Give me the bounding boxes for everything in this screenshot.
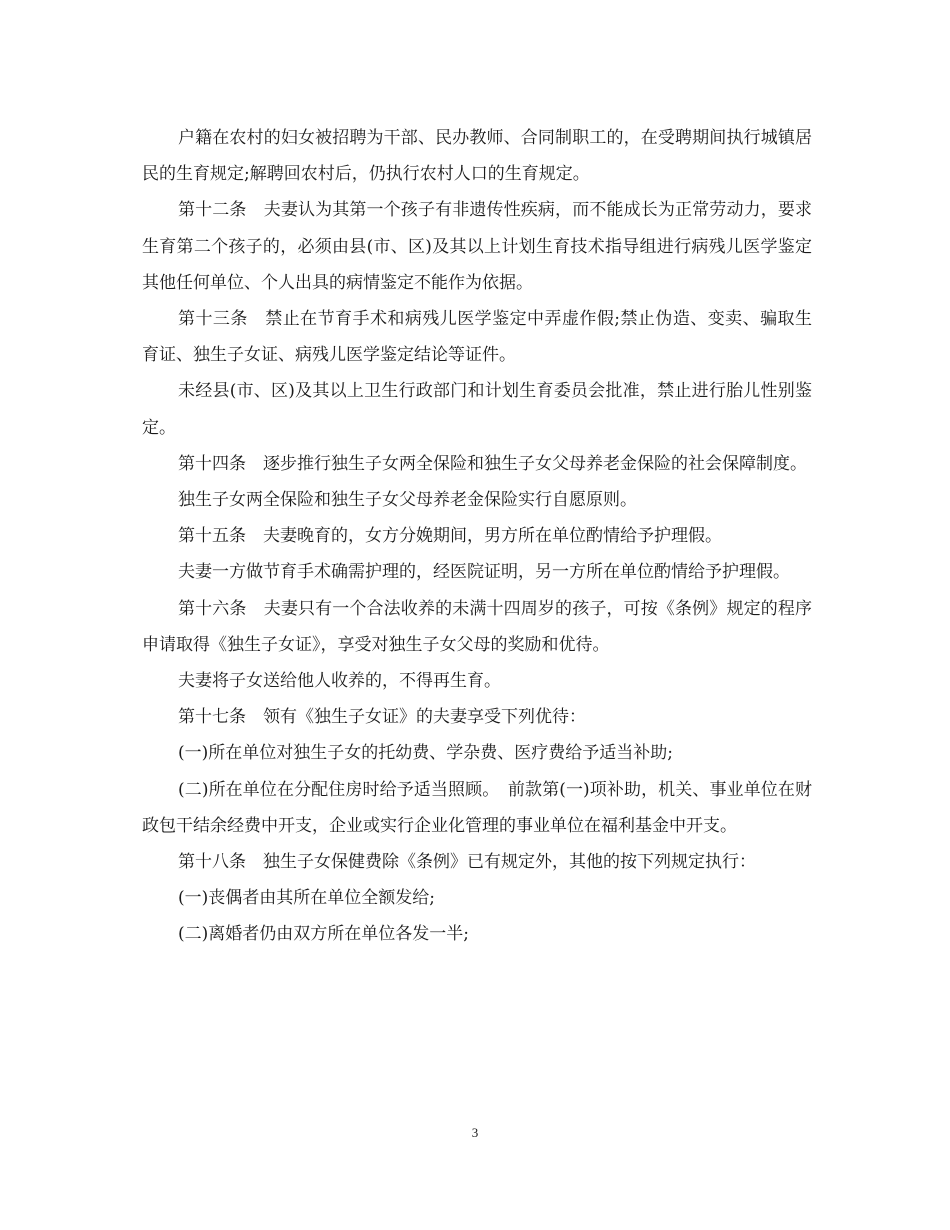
list-item: (一)所在单位对独生子女的托幼费、学杂费、医疗费给予适当补助; xyxy=(178,743,673,764)
paragraph-article-12: 第十二条 夫妻认为其第一个孩子有非遗传性疾病，而不能成长为正常劳动力，要求生育第二个孩子的，必须由县(市、区)及其以上计划生育技术指导组进行病残儿医学鉴定其他任何单位、个人出具的病情鉴定不能作为依据。 xyxy=(142,200,812,293)
paragraph: 夫妻将子女送给他人收养的，不得再生育。 xyxy=(178,671,501,692)
list-item: (二)离婚者仍由双方所在单位各发一半; xyxy=(178,924,469,945)
list-item: (二)所在单位在分配住房时给予适当照顾。 前款第(一)项补助，机关、事业单位在财政包干结余经费中开支，企业或实行企业化管理的事业单位在福利基金中开支。 xyxy=(142,779,812,836)
paragraph: 户籍在农村的妇女被招聘为干部、民办教师、合同制职工的，在受聘期间执行城镇居民的生育规定;解聘回农村后，仍执行农村人口的生育规定。 xyxy=(142,128,812,185)
paragraph-article-14: 第十四条 逐步推行独生子女两全保险和独生子女父母养老金保险的社会保障制度。 xyxy=(178,453,807,474)
paragraph-article-13: 第十三条 禁止在节育手术和病残儿医学鉴定中弄虚作假;禁止伪造、变卖、骗取生育证、独生子女证、病残儿医学鉴定结论等证件。 xyxy=(142,309,812,366)
paragraph: 独生子女两全保险和独生子女父母养老金保险实行自愿原则。 xyxy=(178,490,637,511)
paragraph-article-17: 第十七条 领有《独生子女证》的夫妻享受下列优待： xyxy=(178,707,586,728)
list-item: (一)丧偶者由其所在单位全额发给; xyxy=(178,888,435,909)
paragraph-article-16: 第十六条 夫妻只有一个合法收养的未满十四周岁的孩子，可按《条例》规定的程序申请取得《独生子女证》，享受对独生子女父母的奖励和优待。 xyxy=(142,598,812,655)
paragraph: 夫妻一方做节育手术确需护理的，经医院证明，另一方所在单位酌情给予护理假。 xyxy=(178,562,790,583)
paragraph-article-18: 第十八条 独生子女保健费除《条例》已有规定外，其他的按下列规定执行： xyxy=(178,852,756,873)
paragraph: 未经县(市、区)及其以上卫生行政部门和计划生育委员会批准，禁止进行胎儿性别鉴定。 xyxy=(142,381,812,438)
document-body xyxy=(142,120,812,953)
page-number: 3 xyxy=(471,1125,479,1140)
paragraph-article-15: 第十五条 夫妻晚育的，女方分娩期间，男方所在单位酌情给予护理假。 xyxy=(178,526,722,547)
